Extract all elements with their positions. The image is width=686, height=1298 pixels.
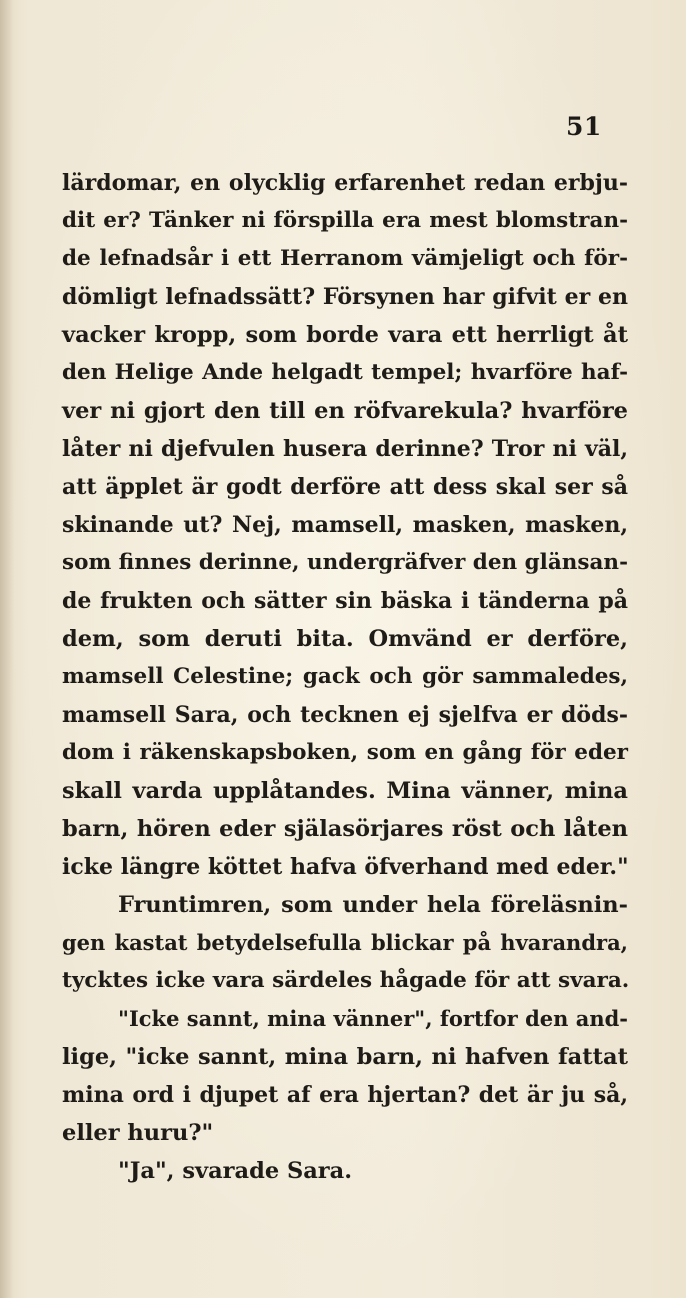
text-line: att äpplet är godt derföre att dess skal ser så	[62, 474, 628, 500]
text-line: lige, "icke sannt, mina barn, ni hafven fattat	[62, 1044, 628, 1070]
page-gutter-shadow	[0, 0, 14, 1298]
text-line: dit er? Tänker ni förspilla era mest blomstran-	[62, 208, 628, 233]
text-line: mina ord i djupet af era hjertan? det är ju så,	[62, 1082, 628, 1108]
text-line: den Helige Ande helgadt tempel; hvarföre haf-	[62, 360, 628, 385]
text-line: eller huru?"	[62, 1120, 214, 1146]
text-line: som finnes derinne, undergräfver den glänsan-	[62, 550, 628, 575]
text-line: "Ja", svarade Sara.	[118, 1158, 353, 1184]
text-line: mamsell Celestine; gack och gör sammaledes,	[62, 664, 628, 689]
body-text	[62, 164, 628, 1190]
text-line: icke längre köttet hafva öfverhand med eder."	[62, 854, 629, 880]
text-line: de lefnadsår i ett Herranom vämjeligt och för-	[62, 246, 628, 271]
page-number: 51	[566, 112, 602, 141]
text-line: dömligt lefnadssätt? Försynen har gifvit er en	[62, 284, 628, 310]
text-line: vacker kropp, som borde vara ett herrligt åt	[62, 322, 628, 348]
text-line: tycktes icke vara särdeles hågade för att svara.	[62, 968, 630, 993]
text-line: mamsell Sara, och tecknen ej sjelfva er döds-	[62, 702, 628, 728]
text-line: barn, hören eder själasörjares röst och låten	[62, 816, 628, 842]
text-line: gen kastat betydelsefulla blickar på hvarandra,	[62, 930, 628, 955]
text-line: lärdomar, en olycklig erfarenhet redan erbju-	[62, 170, 628, 196]
text-line: låter ni djefvulen husera derinne? Tror ni väl,	[62, 436, 628, 462]
text-line: ver ni gjort den till en röfvarekula? hvarföre	[62, 398, 628, 424]
text-line: dem, som deruti bita. Omvänd er derföre,	[62, 626, 628, 652]
text-line: "Icke sannt, mina vänner", fortfor den and-	[118, 1006, 628, 1031]
text-line: skinande ut? Nej, mamsell, masken, masken,	[62, 512, 628, 538]
text-line: skall varda upplåtandes. Mina vänner, mina	[62, 778, 628, 804]
text-line: Fruntimren, som under hela föreläsnin-	[118, 892, 628, 918]
text-line: dom i räkenskapsboken, som en gång för eder	[62, 740, 628, 765]
text-line: de frukten och sätter sin bäska i tänderna på	[62, 588, 628, 614]
